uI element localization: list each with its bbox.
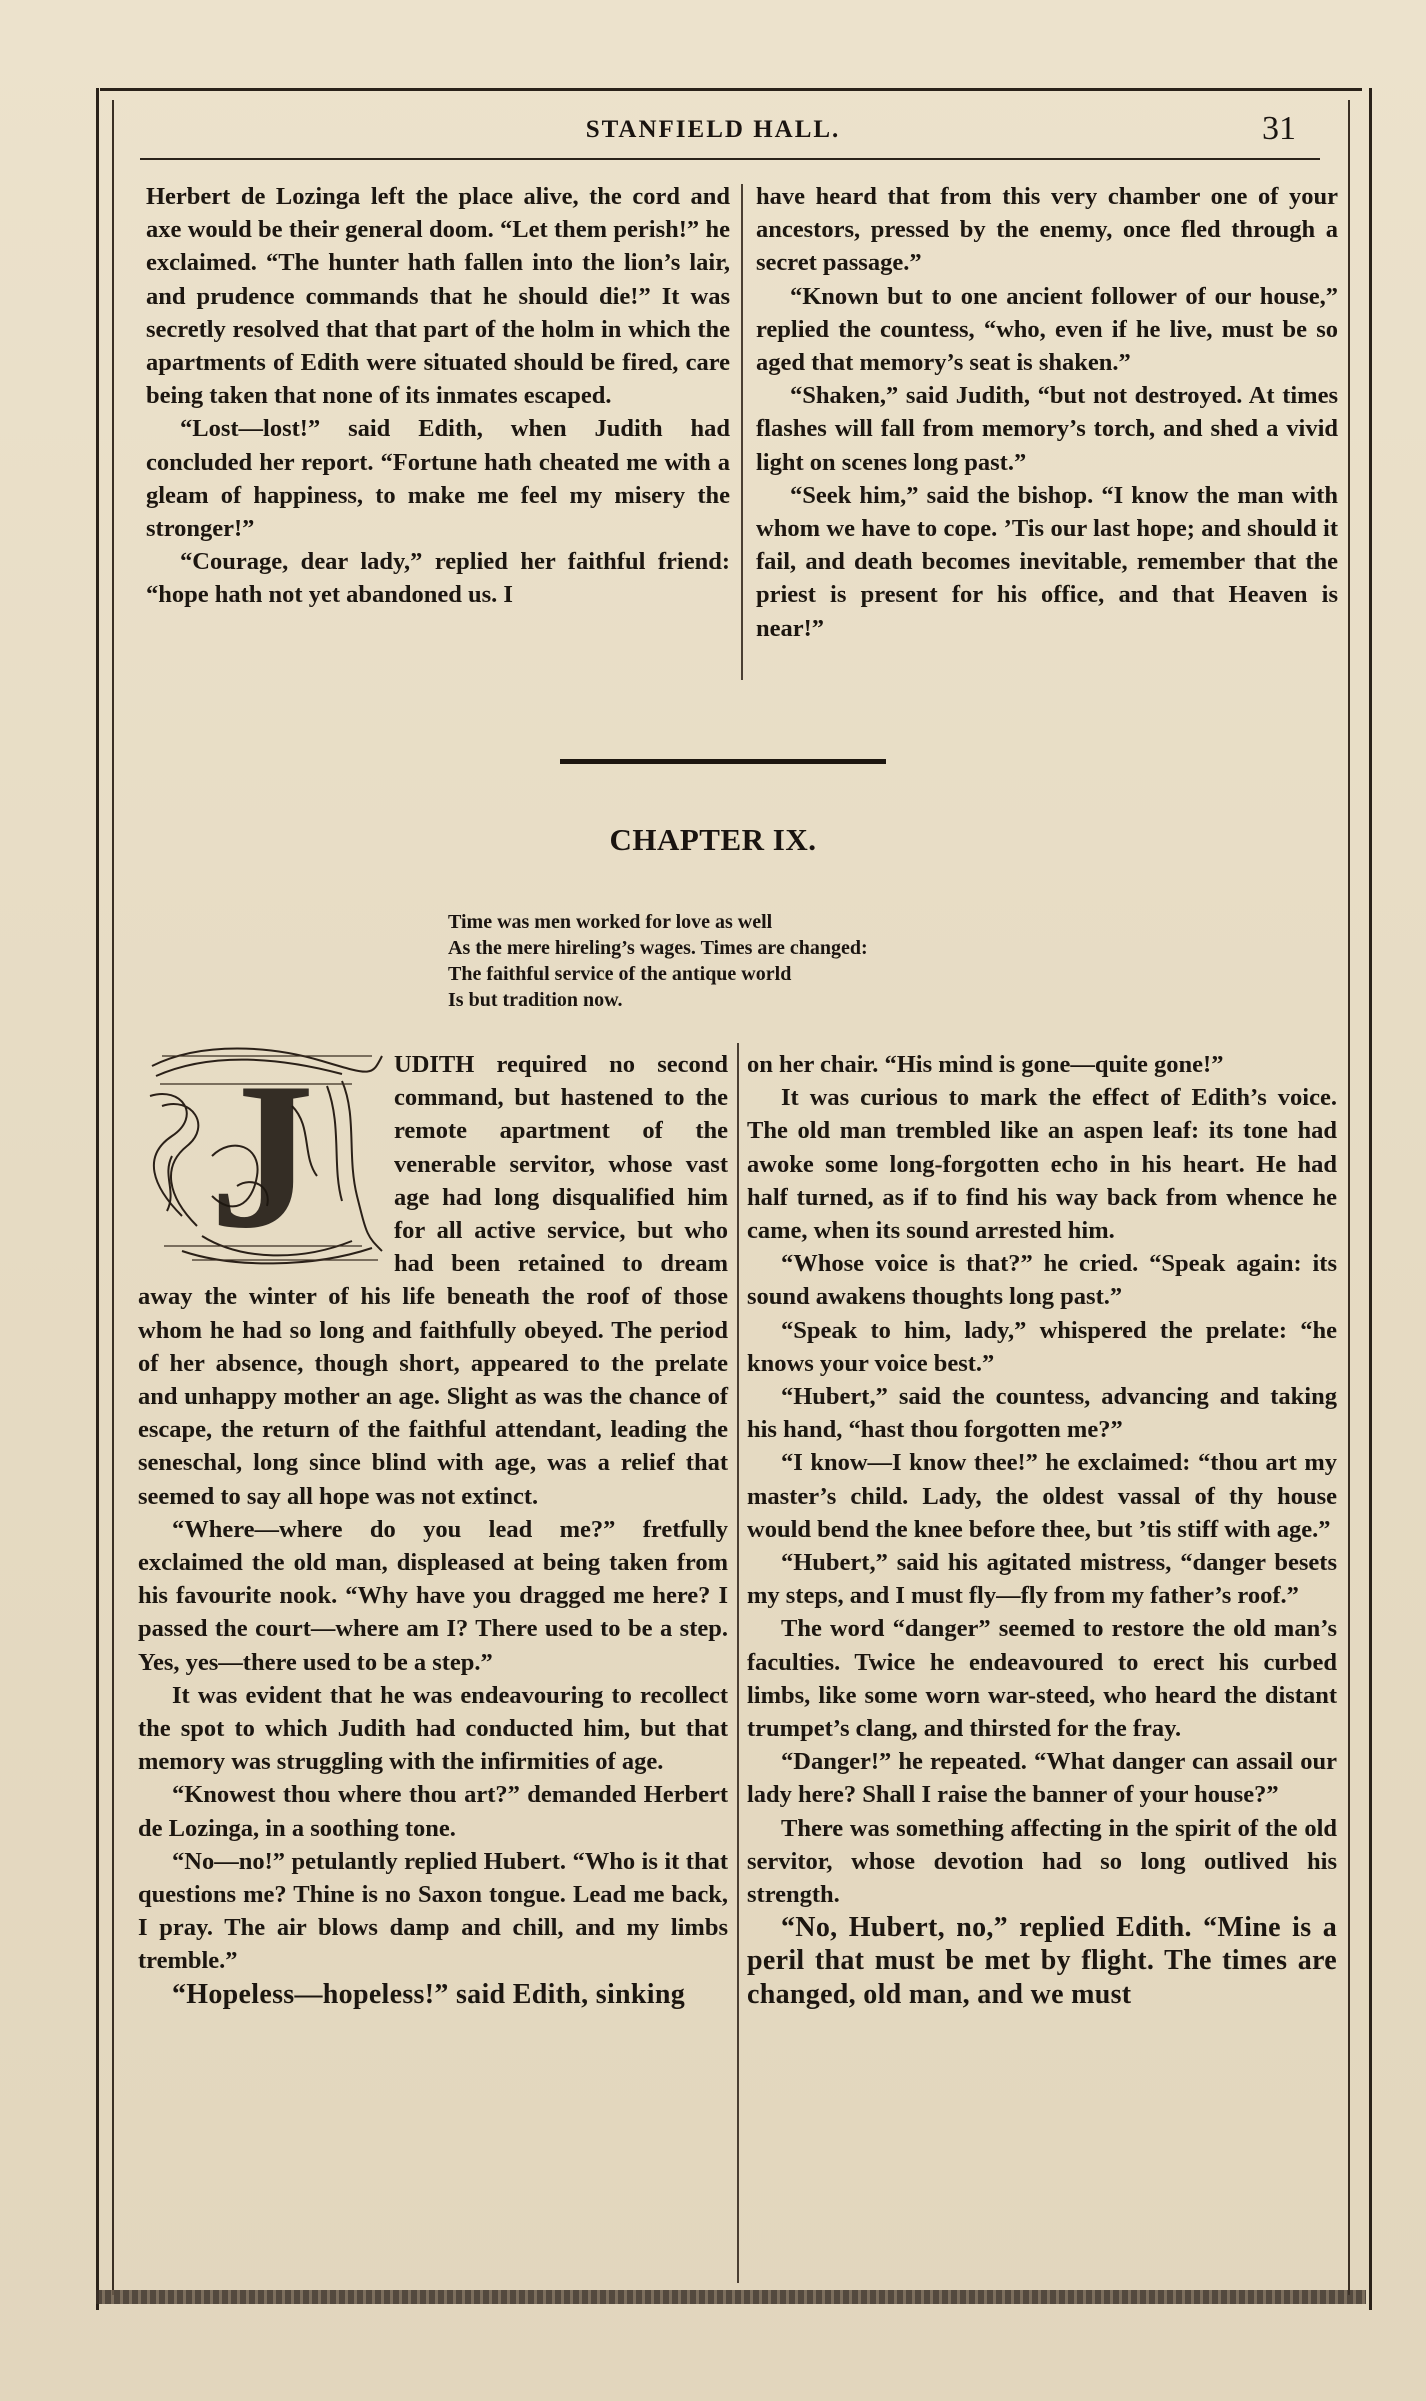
paragraph: “Danger!” he repeated. “What danger can assail our lady here? Shall I raise the banner of your house?” <box>747 1748 1337 1809</box>
dropcap-spacer <box>138 1048 394 1278</box>
paragraph: “No—no!” petulantly replied Hubert. “Who is it that questions me? Thine is no Saxon tongue. Lead me back, I pray. The air blows damp and chill, and my limbs tremble.” <box>138 1847 728 1975</box>
paragraph: “Knowest thou where thou art?” demanded Herbert de Lozinga, in a soothing tone. <box>138 1781 728 1842</box>
paragraph: There was something affecting in the spirit of the old servitor, whose devotion had so long outlived his strength. <box>747 1814 1337 1909</box>
paragraph: “Whose voice is that?” he cried. “Speak again: its sound awakens thoughts long past.” <box>747 1250 1337 1311</box>
paragraph: “Hubert,” said the countess, advancing and taking his hand, “hast thou forgotten me?” <box>747 1383 1337 1444</box>
bottom-border-rule <box>96 2290 1366 2304</box>
paragraph: “Hopeless—hopeless!” said Edith, sinking <box>172 1978 686 2010</box>
paragraph: The word “danger” seemed to restore the old man’s faculties. Twice he endeavoured to erect his curbed limbs, like some worn war-steed, who heard the distant trumpet’s clang, and thirsted for the fray. <box>747 1615 1337 1743</box>
top-right-column <box>756 180 1338 645</box>
paragraph: It was evident that he was endeavouring to recollect the spot to which Judith had conducted him, but that memory was struggling with the infirmities of age. <box>138 1681 728 1776</box>
paragraph: “Speak to him, lady,” whispered the prelate: “he knows your voice best.” <box>747 1316 1337 1377</box>
header-rule <box>140 158 1320 160</box>
paragraph: “No, Hubert, no,” replied Edith. “Mine is a peril that must be met by flight. The times are changed, old man, and we must <box>747 1912 1337 2010</box>
epigraph-line: As the mere hireling’s wages. Times are changed: <box>448 937 868 959</box>
inner-left-rule <box>112 100 114 2295</box>
chapter-separator-rule <box>560 759 886 764</box>
chapter-title: CHAPTER IX. <box>609 822 817 857</box>
top-left-column <box>146 180 730 612</box>
paragraph: “Shaken,” said Judith, “but not destroyed. At times flashes will fall from memory’s torch, and shed a vivid light on scenes long past.” <box>756 382 1338 476</box>
running-title: STANFIELD HALL. <box>585 116 841 143</box>
opening-paragraph: UDITH required no second command, but hastened to the remote apartment of the venerable servitor, whose vast age had long disqualified him for all active service, but who had been retained to dream away the winter of his life beneath the roof of those whom he had so long and faithfully obeyed. The period of her absence, though short, appeared to the prelate and unhappy mother an age. Slight as was the chance of escape, the return of the faithful attendant, leading the seneschal, long since blind with age, was a relief that seemed to say all hope was not extinct. <box>138 1051 728 1510</box>
bottom-left-text <box>138 1048 728 2011</box>
paragraph: have heard that from this very chamber one of your ancestors, pressed by the enemy, once fled through a secret passage.” <box>756 183 1338 277</box>
paragraph: “Lost—lost!” said Edith, when Judith had concluded her report. “Fortune hath cheated me with a gleam of happiness, to make me feel my misery the stronger!” <box>146 415 730 543</box>
paragraph: “Where—where do you lead me?” fretfully exclaimed the old man, displeased at being taken from his favourite nook. “Why have you dragged me here? I passed the court—where am I? There used to be a step. Yes, yes—there used to be a step.” <box>138 1515 728 1676</box>
column-divider <box>737 1043 739 2283</box>
epigraph-line: The faithful service of the antique world <box>448 963 792 985</box>
column-divider <box>741 184 743 680</box>
paragraph: “I know—I know thee!” he exclaimed: “thou art my master’s child. Lady, the oldest vassal of thy house would bend the knee before thee, but ’tis stiff with age.” <box>747 1449 1337 1543</box>
dropcap-letter: J <box>209 1040 315 1270</box>
bottom-right-column <box>747 1048 1337 2011</box>
epigraph-line: Time was men worked for love as well <box>448 911 773 933</box>
paragraph: “Courage, dear lady,” replied her faithful friend: “hope hath not yet abandoned us. I <box>146 548 730 609</box>
paragraph: “Known but to one ancient follower of our house,” replied the countess, “who, even if he live, must be so aged that memory’s seat is shaken.” <box>756 282 1338 377</box>
epigraph <box>448 909 868 1013</box>
inner-right-rule <box>1348 100 1350 2295</box>
paragraph: “Hubert,” said his agitated mistress, “danger besets my steps, and I must fly—fly from my father’s roof.” <box>747 1549 1337 1610</box>
epigraph-line: Is but tradition now. <box>448 989 623 1011</box>
paragraph: “Seek him,” said the bishop. “I know the man with whom we have to cope. ’Tis our last hope; and should it fail, and death becomes inevitable, remember that the priest is present for his office, and that Heaven is near!” <box>756 481 1338 642</box>
paragraph: It was curious to mark the effect of Edith’s voice. The old man trembled like an aspen leaf: its tone had awoke some long-forgotten echo in his heart. He had half turned, as if to find his way back from whence he came, when its sound arrested him. <box>747 1084 1337 1245</box>
page-number: 31 <box>1262 110 1296 147</box>
paragraph: on her chair. “His mind is gone—quite gone!” <box>747 1051 1224 1078</box>
paragraph: Herbert de Lozinga left the place alive, the cord and axe would be their general doom. “Let them perish!” he exclaimed. “The hunter hath fallen into the lion’s lair, and prudence commands that he should die!” It was secretly resolved that that part of the holm in which the apartments of Edith were situated should be fired, care being taken that none of its inmates escaped. <box>146 183 730 410</box>
